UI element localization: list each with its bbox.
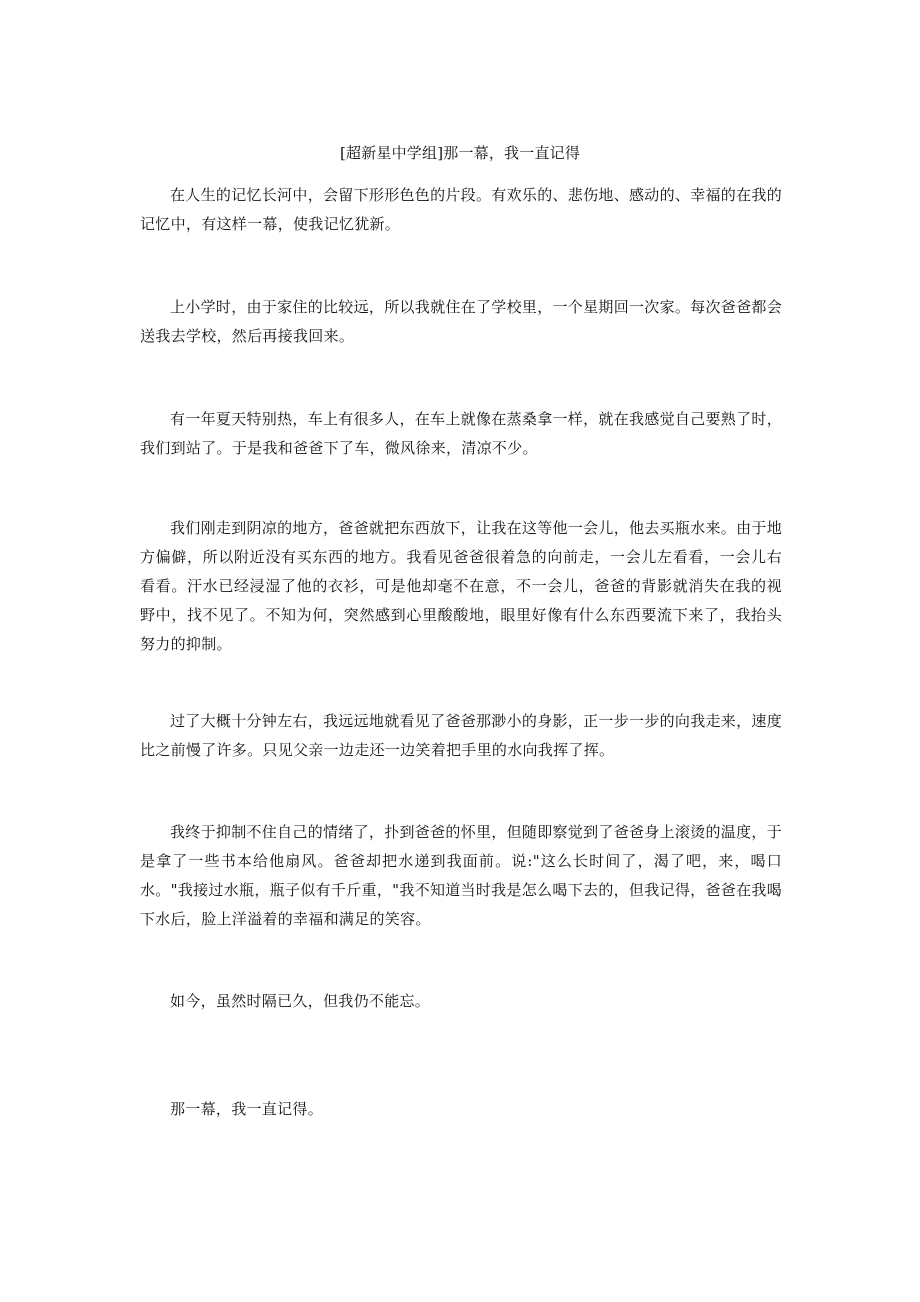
paragraph-5: 过了大概十分钟左右，我远远地就看见了爸爸那渺小的身影，正一步一步的向我走来，速度比之前慢了许多。只见父亲一边走还一边笑着把手里的水向我挥了挥。	[140, 712, 783, 759]
document-title: [超新星中学组]那一幕，我一直记得	[339, 144, 581, 162]
paragraph-8: 那一幕，我一直记得。	[170, 1100, 324, 1118]
paragraph-6: 我终于抑制不住自己的情绪了，扑到爸爸的怀里，但随即察觉到了爸爸身上滚烫的温度，于是拿了一些书本给他扇风。爸爸却把水递到我面前。说:"这么长时间了，渴了吧，来，喝口水。"我接过水瓶，瓶子似有千斤重，"我不知道当时我是怎么喝下去的，但我记得，爸爸在我喝下水后，脸上洋溢着的幸福和满足的笑容。	[140, 823, 783, 928]
paragraph-4: 我们刚走到阴凉的地方，爸爸就把东西放下，让我在这等他一会儿，他去买瓶水来。由于地方偏僻，所以附近没有买东西的地方。我看见爸爸很着急的向前走，一会儿左看看，一会儿右看看。汗水已经浸湿了他的衣衫，可是他却毫不在意，不一会儿，爸爸的背影就消失在我的视野中，找不见了。不知为何，突然感到心里酸酸地，眼里好像有什么东西要流下来了，我抬头努力的抑制。	[140, 519, 783, 653]
paragraph-1: 在人生的记忆长河中，会留下形形色色的片段。有欢乐的、悲伤地、感动的、幸福的在我的记忆中，有这样一幕，使我记忆犹新。	[140, 186, 783, 233]
paragraph-7: 如今，虽然时隔已久，但我仍不能忘。	[170, 992, 431, 1010]
paragraph-2: 上小学时，由于家住的比较远，所以我就住在了学校里，一个星期回一次家。每次爸爸都会送我去学校，然后再接我回来。	[140, 298, 783, 345]
paragraph-3: 有一年夏天特别热，车上有很多人，在车上就像在蒸桑拿一样，就在我感觉自己要熟了时，我们到站了。于是我和爸爸下了车，微风徐来，清凉不少。	[140, 410, 783, 457]
